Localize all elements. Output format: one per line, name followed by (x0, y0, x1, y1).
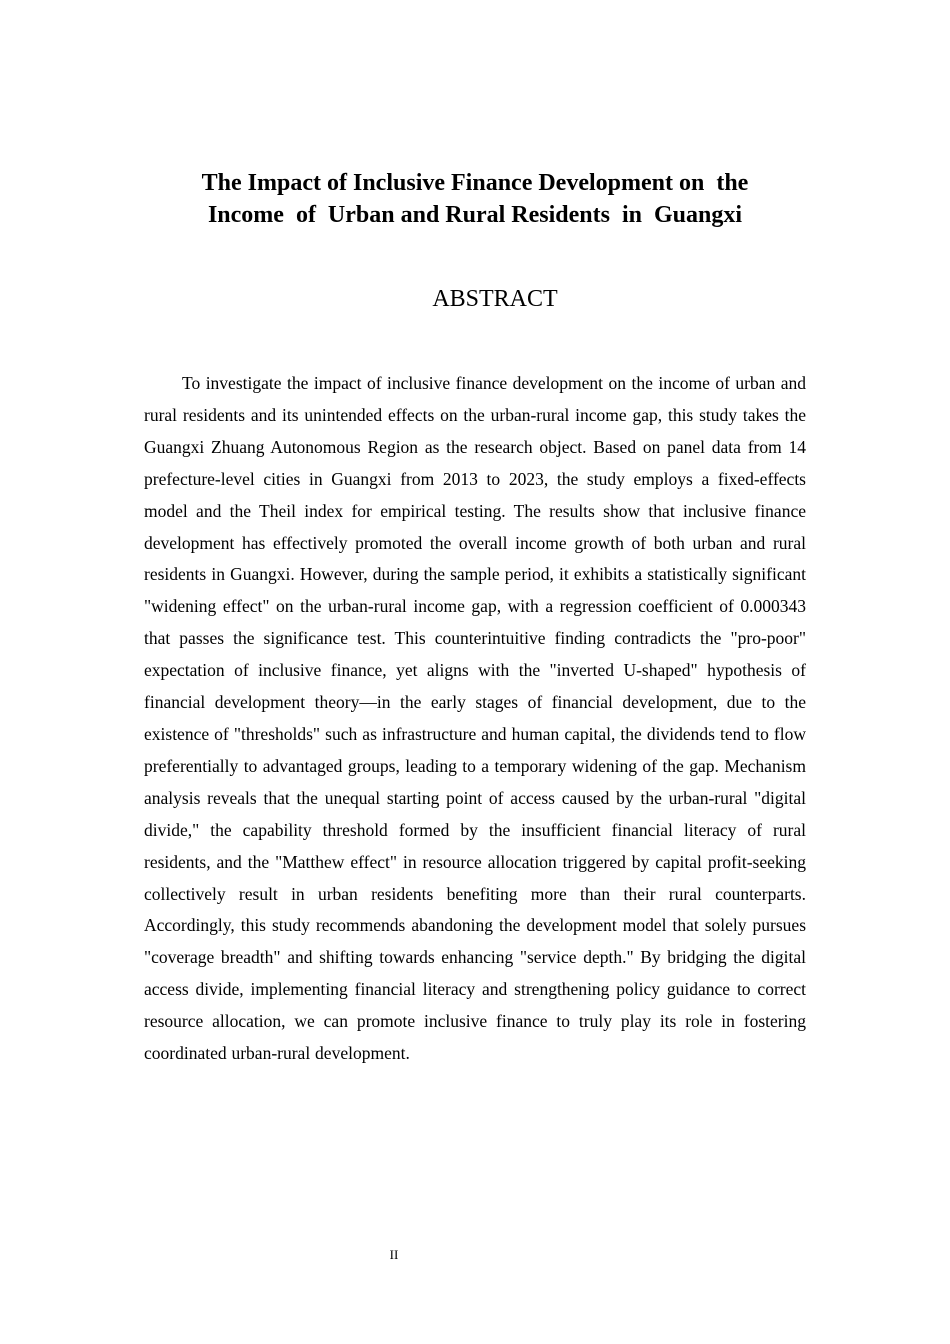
page-number: II (389, 1247, 399, 1262)
paper-title (140, 167, 810, 231)
paper-title-line-1: The Impact of Inclusive Finance Development on the (201, 170, 749, 196)
paper-title-line-2: Income of Urban and Rural Residents in Guangxi (207, 202, 743, 228)
abstract-heading: ABSTRACT (432, 286, 558, 312)
abstract-body: To investigate the impact of inclusive finance development on the income of urban and rural residents and its unintended effects on the urban-rural income gap, this study takes the Guangxi Zhuang Autonomous Region as the research object. Based on panel data from 14 prefecture-level cities in Guangxi from 2013 to 2023, the study employs a fixed-effects model and the Theil index for empirical testing. The results show that inclusive finance development has effectively promoted the overall income growth of both urban and rural residents in Guangxi. However, during the sample period, it exhibits a statistically significant "widening effect" on the urban-rural income gap, with a regression coefficient of 0.000343 that passes the significance test. This counterintuitive finding contradicts the "pro-poor" expectation of inclusive finance, yet aligns with the "inverted U-shaped" hypothesis of financial development theory—in the early stages of financial development, due to the existence of "thresholds" such as infrastructure and human capital, the dividends tend to flow preferentially to advantaged groups, leading to a temporary widening of the gap. Mechanism analysis reveals that the unequal starting point of access caused by the urban-rural "digital divide," the capability threshold formed by the insufficient financial literacy of rural residents, and the "Matthew effect" in resource allocation triggered by capital profit-seeking collectively result in urban residents benefiting more than their rural counterparts. Accordingly, this study recommends abandoning the development model that solely pursues "coverage breadth" and shifting towards enhancing "service depth." By bridging the digital access divide, implementing financial literacy and strengthening policy guidance to correct resource allocation, we can promote inclusive finance to truly play its role in fostering coordinated urban-rural development. (144, 373, 806, 1064)
